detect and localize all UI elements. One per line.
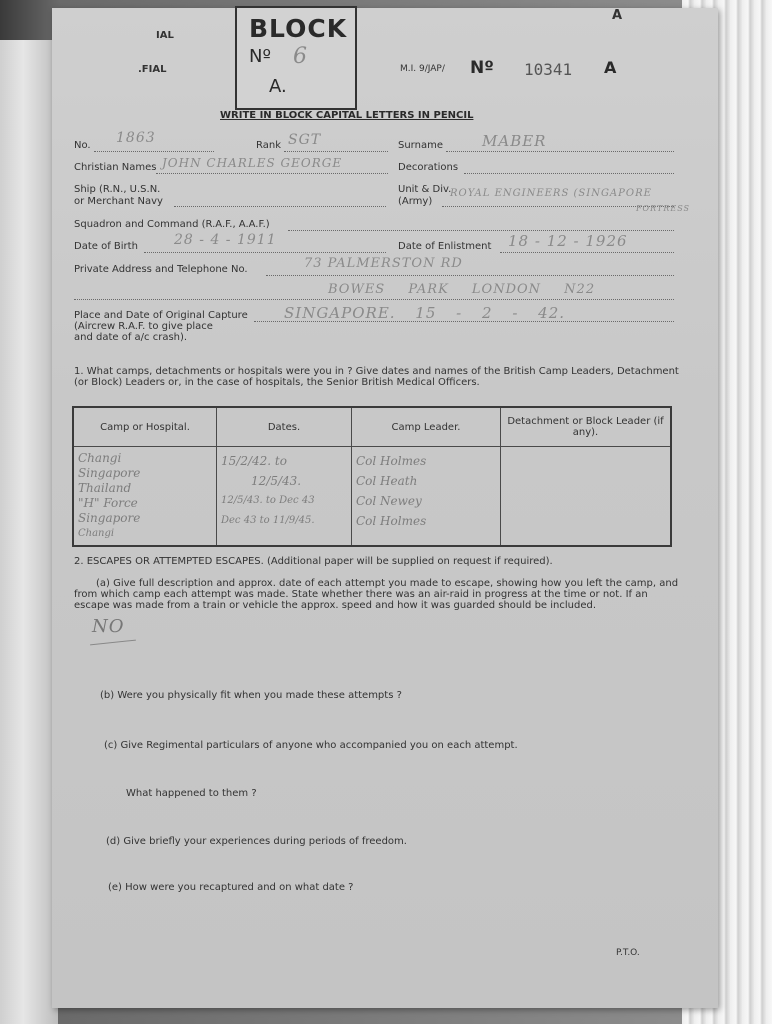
- ref-number: 10341: [524, 60, 573, 79]
- christian-value: JOHN CHARLES GEORGE: [162, 156, 343, 170]
- cloth-edge: [0, 40, 58, 1024]
- capture-label-1: Place and Date of Original Capture: [74, 310, 248, 321]
- decorations-label: Decorations: [398, 162, 459, 173]
- unit-value-1: ROYAL ENGINEERS (SINGAPORE: [450, 188, 652, 199]
- surname-value: MABER: [482, 132, 547, 150]
- camp-cell: [73, 447, 217, 547]
- q2-b: (b) Were you physically fit when you made these attempts ?: [100, 690, 402, 701]
- detachment-cell: [501, 447, 672, 547]
- col-camp: Camp or Hospital.: [73, 407, 217, 447]
- date-entry: 15/2/42. to: [221, 454, 287, 468]
- squadron-label: Squadron and Command (R.A.F., A.A.F.): [74, 219, 270, 230]
- corner-letter: A: [612, 8, 623, 23]
- block-word: BLOCK: [249, 14, 348, 43]
- block-letter: A.: [269, 76, 287, 97]
- address-label: Private Address and Telephone No.: [74, 264, 248, 275]
- q2-a-line-3: escape was made from a train or vehicle the approx. speed and how it was guarded should be included.: [74, 600, 597, 611]
- block-number: 6: [293, 44, 307, 69]
- q2-e: (e) How were you recaptured and on what date ?: [108, 882, 354, 893]
- date-entry: 12/5/43.: [251, 474, 302, 488]
- ship-label-2: or Merchant Navy: [74, 196, 163, 207]
- leader-entry: Col Newey: [356, 494, 422, 508]
- unit-value-2: FORTRESS: [636, 204, 691, 213]
- christian-label: Christian Names: [74, 162, 157, 173]
- table-row: [73, 447, 671, 547]
- block-stamp: [235, 6, 357, 110]
- dob-label: Date of Birth: [74, 241, 138, 252]
- camp-entry: Singapore: [78, 466, 141, 480]
- capture-label-2: (Aircrew R.A.F. to give place: [74, 321, 213, 332]
- camp-entry: Thailand: [78, 481, 132, 495]
- date-entry: Dec 43 to 11/9/45.: [221, 515, 315, 526]
- answer-underline: [90, 640, 136, 646]
- unit-label-2: (Army): [398, 196, 433, 207]
- leader-entry: Col Holmes: [356, 514, 427, 528]
- q2-c: (c) Give Regimental particulars of anyone who accompanied you on each attempt.: [104, 740, 518, 751]
- camp-entry: Changi: [78, 528, 115, 539]
- enlist-label: Date of Enlistment: [398, 241, 492, 252]
- corner-text-1: IAL: [156, 30, 174, 41]
- corner-text-2: .FIAL: [138, 64, 167, 75]
- no-label: No.: [74, 140, 91, 151]
- camp-entry: Changi: [78, 451, 122, 465]
- col-leader: Camp Leader.: [352, 407, 501, 447]
- q2-title: 2. ESCAPES OR ATTEMPTED ESCAPES. (Additional paper will be supplied on request if required).: [74, 556, 553, 567]
- leader-cell: [352, 447, 501, 547]
- q1-line-2: (or Block) Leaders or, in the case of hospitals, the Senior British Medical Officers.: [74, 377, 480, 388]
- ref-letter: A: [604, 58, 617, 77]
- pto: P.T.O.: [616, 948, 640, 958]
- camp-entry: "H" Force: [78, 496, 138, 510]
- capture-value: SINGAPORE. 15 - 2 - 42.: [284, 304, 566, 322]
- capture-label-3: and date of a/c crash).: [74, 332, 188, 343]
- ref-code: M.I. 9/JAP/: [400, 64, 445, 74]
- col-dates: Dates.: [217, 407, 352, 447]
- dob-value: 28 - 4 - 1911: [174, 232, 277, 248]
- q1-line-1: 1. What camps, detachments or hospitals were you in ? Give dates and names of the British Camp Leaders, Detachment: [74, 366, 679, 377]
- no-value: 1863: [116, 130, 156, 146]
- q2-d: (d) Give briefly your experiences during periods of freedom.: [106, 836, 407, 847]
- address-value-2: BOWES PARK LONDON N22: [328, 282, 596, 297]
- instruction: WRITE IN BLOCK CAPITAL LETTERS IN PENCIL: [220, 110, 474, 121]
- camps-table: [72, 406, 672, 547]
- q2-answer: NO: [92, 616, 125, 637]
- q2-a-line-1: (a) Give full description and approx. date of each attempt you made to escape, showing how you left the camp, and: [96, 578, 679, 589]
- col-detachment: Detachment or Block Leader (if any).: [501, 407, 672, 447]
- enlist-value: 18 - 12 - 1926: [508, 232, 628, 250]
- block-no: Nº: [249, 46, 271, 67]
- q2-a-line-2: from which camp each attempt was made. State whether there was an air-raid in progress at the time or not. If an: [74, 589, 648, 600]
- ref-no-label: Nº: [470, 58, 494, 78]
- form-page: [52, 8, 718, 1008]
- leader-entry: Col Heath: [356, 474, 418, 488]
- leader-entry: Col Holmes: [356, 454, 427, 468]
- rank-value: SGT: [288, 132, 322, 148]
- surname-label: Surname: [398, 140, 443, 151]
- rank-label: Rank: [256, 140, 281, 151]
- dates-cell: [217, 447, 352, 547]
- address-value-1: 73 PALMERSTON RD: [304, 256, 463, 271]
- date-entry: 12/5/43. to Dec 43: [221, 495, 315, 506]
- q2-c-followup: What happened to them ?: [126, 788, 257, 799]
- camp-entry: Singapore: [78, 511, 141, 525]
- ship-label-1: Ship (R.N., U.S.N.: [74, 184, 161, 195]
- unit-label-1: Unit & Div.: [398, 184, 452, 195]
